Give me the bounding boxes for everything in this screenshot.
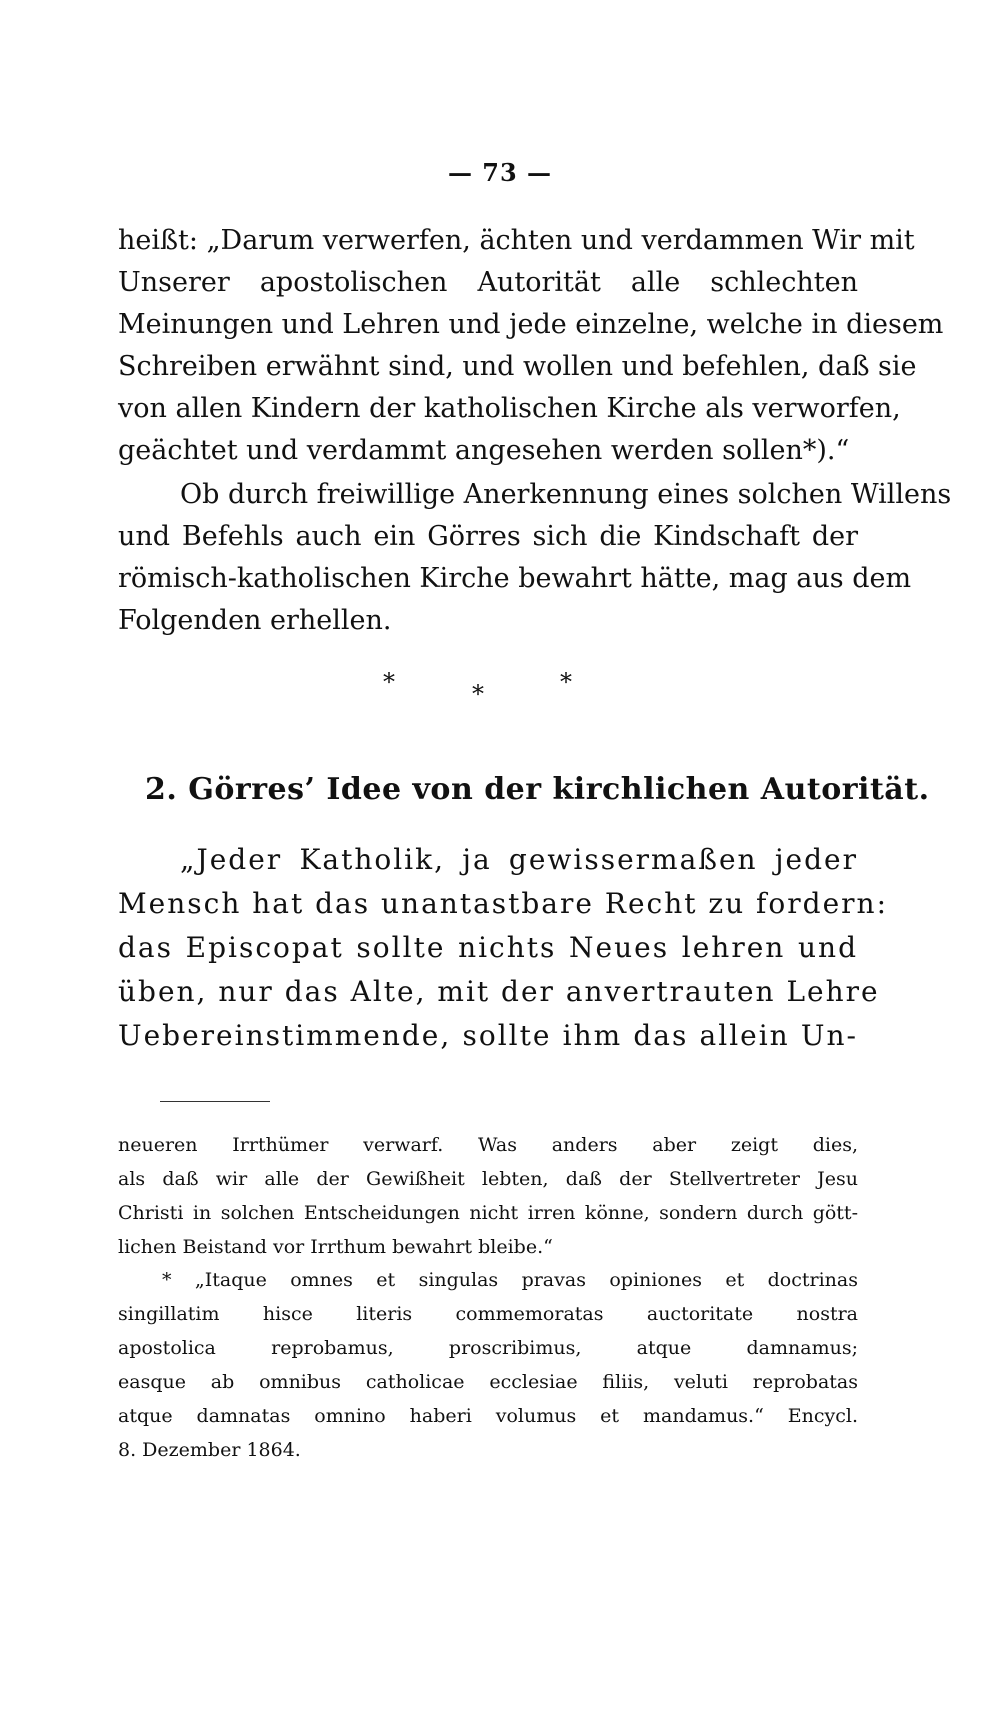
footnote-line: 8. Dezember 1864. bbox=[118, 1439, 301, 1461]
text-line: Folgenden erhellen. bbox=[118, 605, 392, 636]
footnote-star bbox=[118, 1263, 858, 1467]
separator-star: * bbox=[383, 668, 395, 696]
text-line: Schreiben erwähnt sind, und wollen und befehlen, daß sie bbox=[118, 351, 917, 382]
text-line: Ob durch freiwillige Anerkennung eines solchen Willens bbox=[180, 479, 952, 510]
footnote-line: neueren Irrthümer verwarf. Was anders aber zeigt dies, bbox=[118, 1134, 858, 1156]
footnote-line: als daß wir alle der Gewißheit lebten, daß der Stellvertreter Jesu bbox=[118, 1168, 858, 1190]
text-line: und Befehls auch ein Görres sich die Kindschaft der bbox=[118, 521, 858, 552]
paragraph-goerres-question bbox=[118, 474, 952, 642]
text-line: Mensch hat das unantastbare Recht zu fordern: bbox=[118, 887, 889, 920]
text-line: römisch-katholischen Kirche bewahrt hätte, mag aus dem bbox=[118, 563, 912, 594]
asterism-separator bbox=[0, 668, 1000, 708]
separator-star: * bbox=[472, 680, 484, 708]
separator-star: * bbox=[560, 668, 572, 696]
text-line: Uebereinstimmende, sollte ihm das allein Un- bbox=[118, 1019, 858, 1052]
page-number: — 73 — bbox=[447, 158, 553, 187]
footnote-line: singillatim hisce literis commemoratas auctoritate nostra bbox=[118, 1303, 858, 1325]
footnote-line: easque ab omnibus catholicae ecclesiae filiis, veluti reprobatas bbox=[118, 1371, 858, 1393]
section-paragraph bbox=[118, 838, 889, 1058]
section-heading: 2. Görres’ Idee von der kirchlichen Autorität. bbox=[145, 772, 930, 807]
footnote-line: atque damnatas omnino haberi volumus et mandamus.“ Encycl. bbox=[118, 1405, 858, 1427]
text-line: Meinungen und Lehren und jede einzelne, welche in diesem bbox=[118, 309, 944, 340]
footnote-line: Christi in solchen Entscheidungen nicht irren könne, sondern durch gött- bbox=[118, 1202, 858, 1224]
text-line: von allen Kindern der katholischen Kirche als verworfen, bbox=[118, 393, 901, 424]
footnote-line: * „Itaque omnes et singulas pravas opiniones et doctrinas bbox=[162, 1269, 858, 1291]
footnote-divider bbox=[160, 1101, 270, 1102]
text-line: das Episcopat sollte nichts Neues lehren und bbox=[118, 931, 858, 964]
footnote-continuation bbox=[118, 1128, 858, 1264]
text-line: heißt: „Darum verwerfen, ächten und verdammen Wir mit bbox=[118, 225, 915, 256]
text-line: geächtet und verdammt angesehen werden sollen*).“ bbox=[118, 435, 850, 466]
text-line: „Jeder Katholik, ja gewissermaßen jeder bbox=[180, 843, 858, 876]
footnote-line: apostolica reprobamus, proscribimus, atque damnamus; bbox=[118, 1337, 858, 1359]
paragraph-papal-quote bbox=[118, 220, 944, 472]
text-line: Unserer apostolischen Autorität alle schlechten bbox=[118, 267, 858, 298]
text-line: üben, nur das Alte, mit der anvertrauten Lehre bbox=[118, 975, 880, 1008]
footnote-line: lichen Beistand vor Irrthum bewahrt bleibe.“ bbox=[118, 1236, 553, 1258]
